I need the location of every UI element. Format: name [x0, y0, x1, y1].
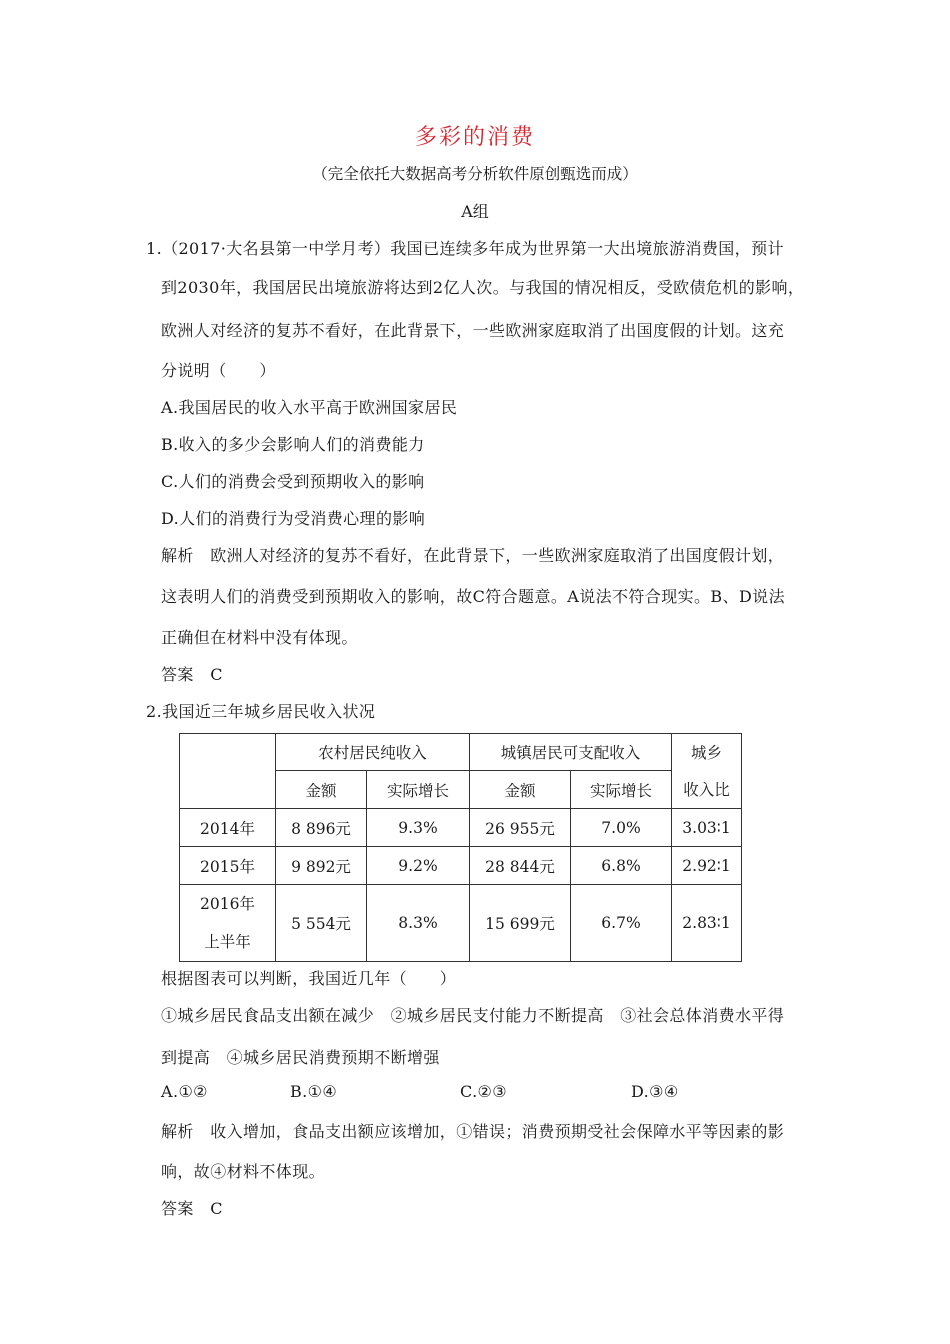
header-urban-income: 城镇居民可支配收入: [470, 734, 672, 771]
q2-stem: 2.我国近三年城乡居民收入状况: [146, 702, 376, 721]
row-year: [180, 885, 276, 962]
row-urban-growth: 6.8%: [571, 847, 672, 885]
q2-answer: 答案 C: [161, 1199, 223, 1218]
page-title: 多彩的消费: [414, 125, 535, 150]
row-rural-amount: 8 896元: [276, 809, 367, 847]
table-row: [180, 847, 742, 885]
q2-items-line-2: 到提高 ④城乡居民消费预期不断增强: [161, 1048, 440, 1067]
q1-stem-line-3: 欧洲人对经济的复苏不看好，在此背景下，一些欧洲家庭取消了出国度假的计划。这充: [161, 321, 785, 340]
q1-stem-line-2: 到2030年，我国居民出境旅游将达到2亿人次。与我国的情况相反，受欧债危机的影响，: [161, 278, 805, 297]
row-year-line-2: 上半年: [204, 933, 251, 951]
header-urban-amount: 金额: [470, 771, 571, 809]
q1-option-c: C.人们的消费会受到预期收入的影响: [161, 472, 425, 491]
header-urban-growth: 实际增长: [571, 771, 672, 809]
q1-option-a: A.我国居民的收入水平高于欧洲国家居民: [161, 398, 458, 417]
q1-option-b: B.收入的多少会影响人们的消费能力: [161, 435, 425, 454]
header-ratio-line-2: 收入比: [672, 771, 742, 809]
row-ratio: 2.83∶1: [672, 885, 742, 962]
row-ratio: 3.03∶1: [672, 809, 742, 847]
table-row: [180, 885, 742, 962]
header-rural-amount: 金额: [276, 771, 367, 809]
row-urban-amount: 15 699元: [470, 885, 571, 962]
header-rural-growth: 实际增长: [367, 771, 470, 809]
row-urban-amount: 28 844元: [470, 847, 571, 885]
row-urban-growth: 6.7%: [571, 885, 672, 962]
q1-stem-line-4: 分说明（ ）: [161, 361, 276, 380]
row-year-line-1: 2016年: [200, 895, 255, 913]
q1-analysis-line-3: 正确但在材料中没有体现。: [161, 628, 358, 647]
row-rural-growth: 9.3%: [367, 809, 470, 847]
q2-option-b: B.①④: [290, 1082, 338, 1101]
row-year: 2014年: [180, 809, 276, 847]
q2-analysis-line-1: 解析 收入增加，食品支出额应该增加，①错误；消费预期受社会保障水平等因素的影: [161, 1122, 785, 1141]
group-heading: A组: [461, 202, 489, 221]
row-ratio: 2.92∶1: [672, 847, 742, 885]
q1-option-d: D.人们的消费行为受消费心理的影响: [161, 509, 426, 528]
row-urban-growth: 7.0%: [571, 809, 672, 847]
table-row: [180, 809, 742, 847]
q2-items-line-1: ①城乡居民食品支出额在减少 ②城乡居民支付能力不断提高 ③社会总体消费水平得: [161, 1006, 785, 1025]
table-corner-cell: [180, 734, 276, 809]
q1-answer: 答案 C: [161, 665, 223, 684]
row-rural-amount: 5 554元: [276, 885, 367, 962]
q1-analysis-line-2: 这表明人们的消费受到预期收入的影响，故C符合题意。A说法不符合现实。B、D说法: [161, 587, 785, 606]
header-ratio-line-1: 城乡: [672, 734, 742, 771]
q2-prompt: 根据图表可以判断，我国近几年（ ）: [161, 969, 457, 988]
q2-option-c: C.②③: [460, 1082, 508, 1101]
q2-option-d: D.③④: [631, 1082, 679, 1101]
row-year: 2015年: [180, 847, 276, 885]
row-rural-growth: 9.2%: [367, 847, 470, 885]
row-rural-growth: 8.3%: [367, 885, 470, 962]
q1-stem-line-1: 1.（2017·大名县第一中学月考）我国已连续多年成为世界第一大出境旅游消费国，预计: [146, 239, 784, 258]
income-table: [179, 733, 742, 962]
q2-analysis-line-2: 响，故④材料不体现。: [161, 1162, 326, 1181]
row-rural-amount: 9 892元: [276, 847, 367, 885]
q2-option-a: A.①②: [161, 1082, 208, 1101]
row-urban-amount: 26 955元: [470, 809, 571, 847]
header-rural-income: 农村居民纯收入: [276, 734, 470, 771]
page-subtitle: （完全依托大数据高考分析软件原创甄选而成）: [312, 165, 638, 183]
q1-analysis-line-1: 解析 欧洲人对经济的复苏不看好，在此背景下，一些欧洲家庭取消了出国度假计划，: [161, 546, 785, 565]
